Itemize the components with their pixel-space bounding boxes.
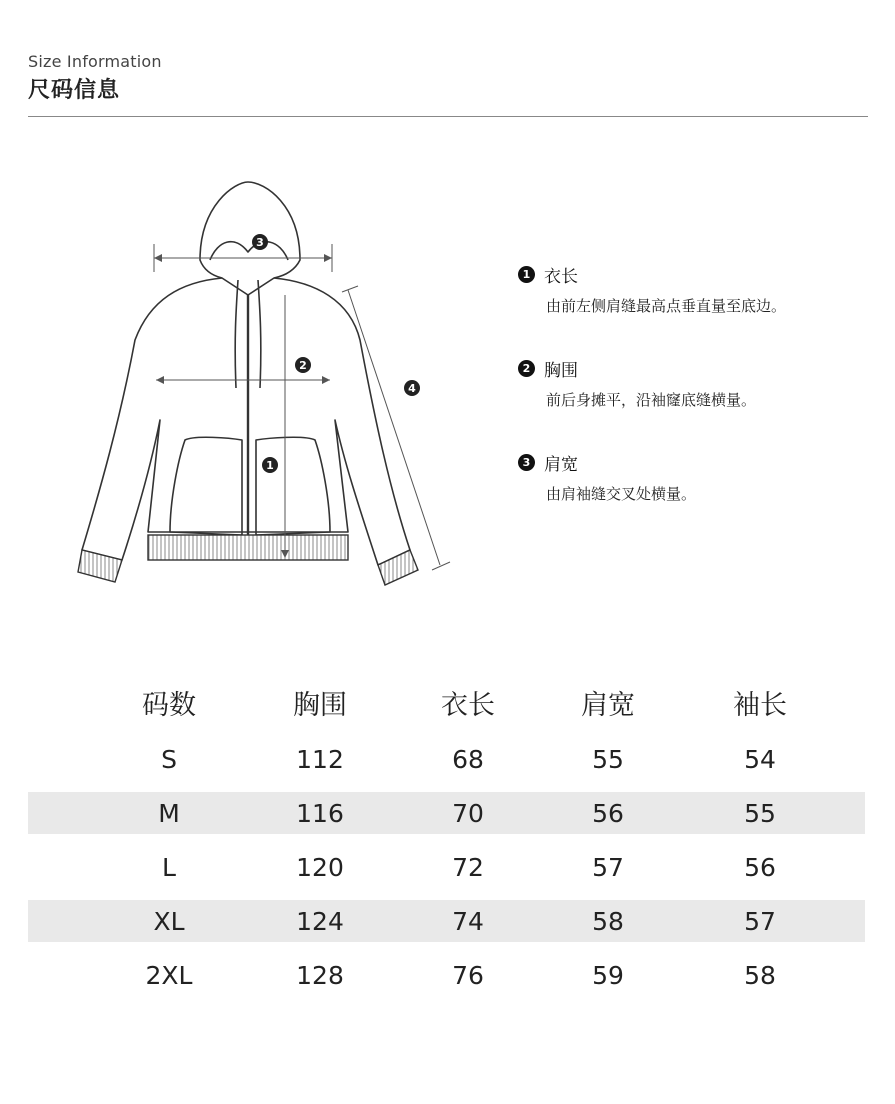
legend-item-chest: [518, 356, 868, 410]
legend-item-shoulder: [518, 450, 868, 504]
marker-3: [252, 234, 268, 250]
table-header-row: [28, 672, 865, 732]
header-divider: [28, 116, 868, 117]
title-english: Size Information: [28, 52, 162, 71]
size-table: [28, 672, 865, 1002]
legend-item-length: [518, 262, 868, 316]
measurement-legend: [518, 262, 868, 544]
table-cell: 124: [296, 906, 344, 936]
hoodie-measurement-diagram: [60, 160, 500, 600]
table-cell: 76: [452, 960, 484, 990]
right-cuff-ribbing: [378, 550, 418, 585]
table-cell: 55: [592, 744, 624, 774]
table-cell: 57: [592, 852, 624, 882]
table-row: [28, 948, 865, 1002]
table-cell: 55: [744, 798, 776, 828]
legend-description: 由前左侧肩缝最高点垂直量至底边。: [546, 297, 787, 315]
table-cell: 120: [296, 852, 344, 882]
header-cell: 胸围: [293, 689, 347, 721]
marker-2: [295, 357, 311, 373]
table-row: [28, 792, 865, 834]
legend-description: 由肩袖缝交叉处横量。: [546, 485, 697, 503]
table-cell: L: [162, 852, 176, 882]
header-cell: 袖长: [733, 689, 787, 721]
table-cell: 54: [744, 744, 776, 774]
table-row: [28, 732, 865, 786]
measurement-lines: [154, 244, 450, 570]
legend-description: 前后身摊平，沿袖窿底缝横量。: [546, 391, 757, 409]
table-cell: 2XL: [145, 960, 193, 990]
table-row: [28, 840, 865, 894]
table-cell: 74: [452, 906, 484, 936]
legend-title: 胸围: [544, 361, 578, 381]
table-row: [28, 900, 865, 942]
legend-number-badge: 2: [518, 360, 535, 377]
left-cuff-ribbing: [78, 550, 122, 582]
header-cell: 衣长: [441, 689, 495, 721]
table-cell: 59: [592, 960, 624, 990]
table-cell: M: [158, 798, 180, 828]
hoodie-outline: [82, 182, 410, 565]
table-cell: 57: [744, 906, 776, 936]
hem-ribbing: [148, 535, 348, 560]
legend-title: 肩宽: [544, 455, 578, 475]
legend-number-badge: 3: [518, 454, 535, 471]
marker-4: [404, 380, 420, 396]
table-cell: 72: [452, 852, 484, 882]
table-cell: S: [161, 744, 177, 774]
svg-text:4: 4: [408, 382, 416, 395]
legend-title: 衣长: [544, 267, 578, 287]
size-info-header: [28, 52, 868, 104]
table-cell: XL: [153, 906, 185, 936]
title-chinese: 尺码信息: [28, 78, 121, 103]
svg-text:3: 3: [256, 236, 264, 249]
table-cell: 58: [592, 906, 624, 936]
table-cell: 68: [452, 744, 484, 774]
svg-text:2: 2: [299, 359, 307, 372]
legend-number-badge: 1: [518, 266, 535, 283]
table-cell: 56: [592, 798, 624, 828]
header-cell: 肩宽: [581, 689, 635, 721]
svg-text:1: 1: [266, 459, 274, 472]
table-cell: 70: [452, 798, 484, 828]
table-cell: 112: [296, 744, 344, 774]
table-cell: 128: [296, 960, 344, 990]
measurement-arrowheads: [154, 254, 332, 558]
table-cell: 116: [296, 798, 344, 828]
table-cell: 58: [744, 960, 776, 990]
table-cell: 56: [744, 852, 776, 882]
header-cell: 码数: [142, 689, 196, 721]
marker-1: [262, 457, 278, 473]
